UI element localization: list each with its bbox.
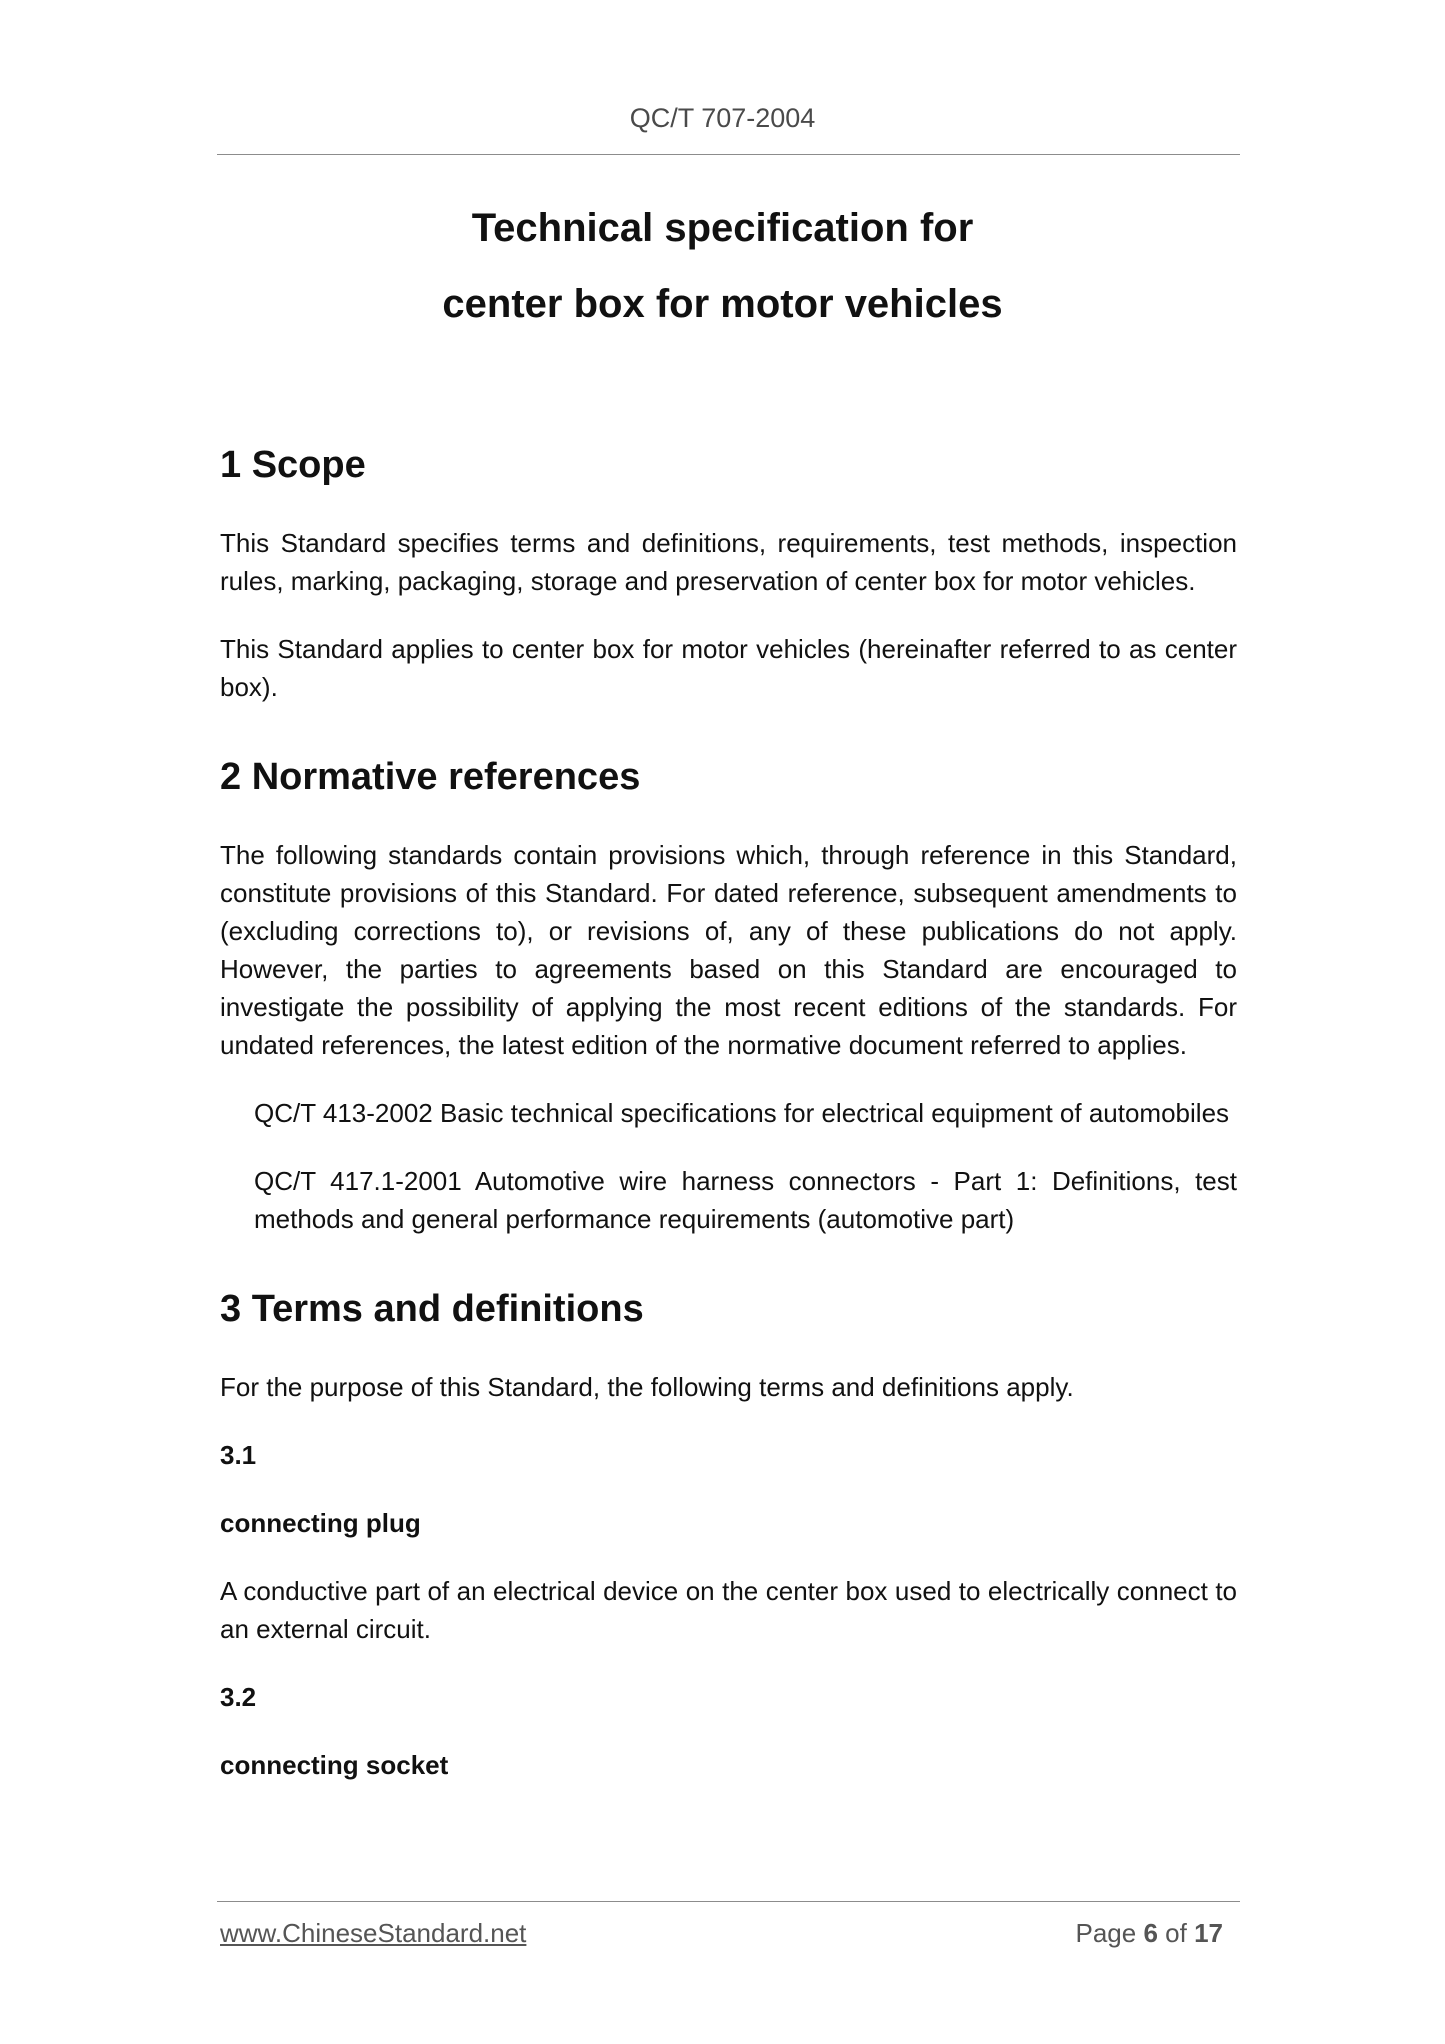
page-prefix: Page [1075, 1918, 1137, 1948]
section-heading-normative-references: 2 Normative references [220, 756, 641, 798]
page-total: 17 [1194, 1918, 1223, 1948]
page-number [1075, 1918, 1223, 1949]
terms-intro: For the purpose of this Standard, the following terms and definitions apply. [220, 1372, 1074, 1402]
header-divider [217, 154, 1240, 155]
section-heading-scope: 1 Scope [220, 444, 366, 486]
title-line-2: center box for motor vehicles [442, 282, 1003, 326]
scope-paragraph-1: This Standard specifies terms and definitions, requirements, test methods, inspection rules, marking, packaging, storage and preservation of center box for motor vehicles. [220, 528, 1237, 596]
reference-item-2: QC/T 417.1-2001 Automotive wire harness connectors - Part 1: Definitions, test methods and general performance requirements (automotive part) [254, 1166, 1237, 1234]
term-number-3-2: 3.2 [220, 1682, 257, 1712]
term-number-3-1: 3.1 [220, 1440, 257, 1470]
reference-item-1: QC/T 413-2002 Basic technical specifications for electrical equipment of automobiles [254, 1098, 1230, 1128]
website-link[interactable]: www.ChineseStandard.net [220, 1918, 527, 1948]
term-name-connecting-socket: connecting socket [220, 1750, 449, 1780]
page-current: 6 [1143, 1918, 1158, 1948]
footer-divider [217, 1901, 1240, 1902]
page-of: of [1165, 1918, 1187, 1948]
document-code-header: QC/T 707-2004 [629, 103, 816, 133]
document-body [220, 430, 1237, 1784]
document-title [0, 190, 1445, 342]
scope-paragraph-2: This Standard applies to center box for motor vehicles (hereinafter referred to as center box). [220, 634, 1237, 702]
term-definition-connecting-plug: A conductive part of an electrical device on the center box used to electrically connect to an external circuit. [220, 1576, 1237, 1644]
title-line-1: Technical specification for [471, 206, 974, 250]
term-name-connecting-plug: connecting plug [220, 1508, 421, 1538]
section-heading-terms: 3 Terms and definitions [220, 1288, 644, 1330]
normative-paragraph: The following standards contain provisions which, through reference in this Standard, constitute provisions of this Standard. For dated reference, subsequent amendments to (excluding corrections to), or revisions of, any of these publications do not apply. However, the parties to agreements based on this Standard are encouraged to investigate the possibility of applying the most recent editions of the standards. For undated references, the latest edition of the normative document referred to applies. [220, 840, 1237, 1060]
